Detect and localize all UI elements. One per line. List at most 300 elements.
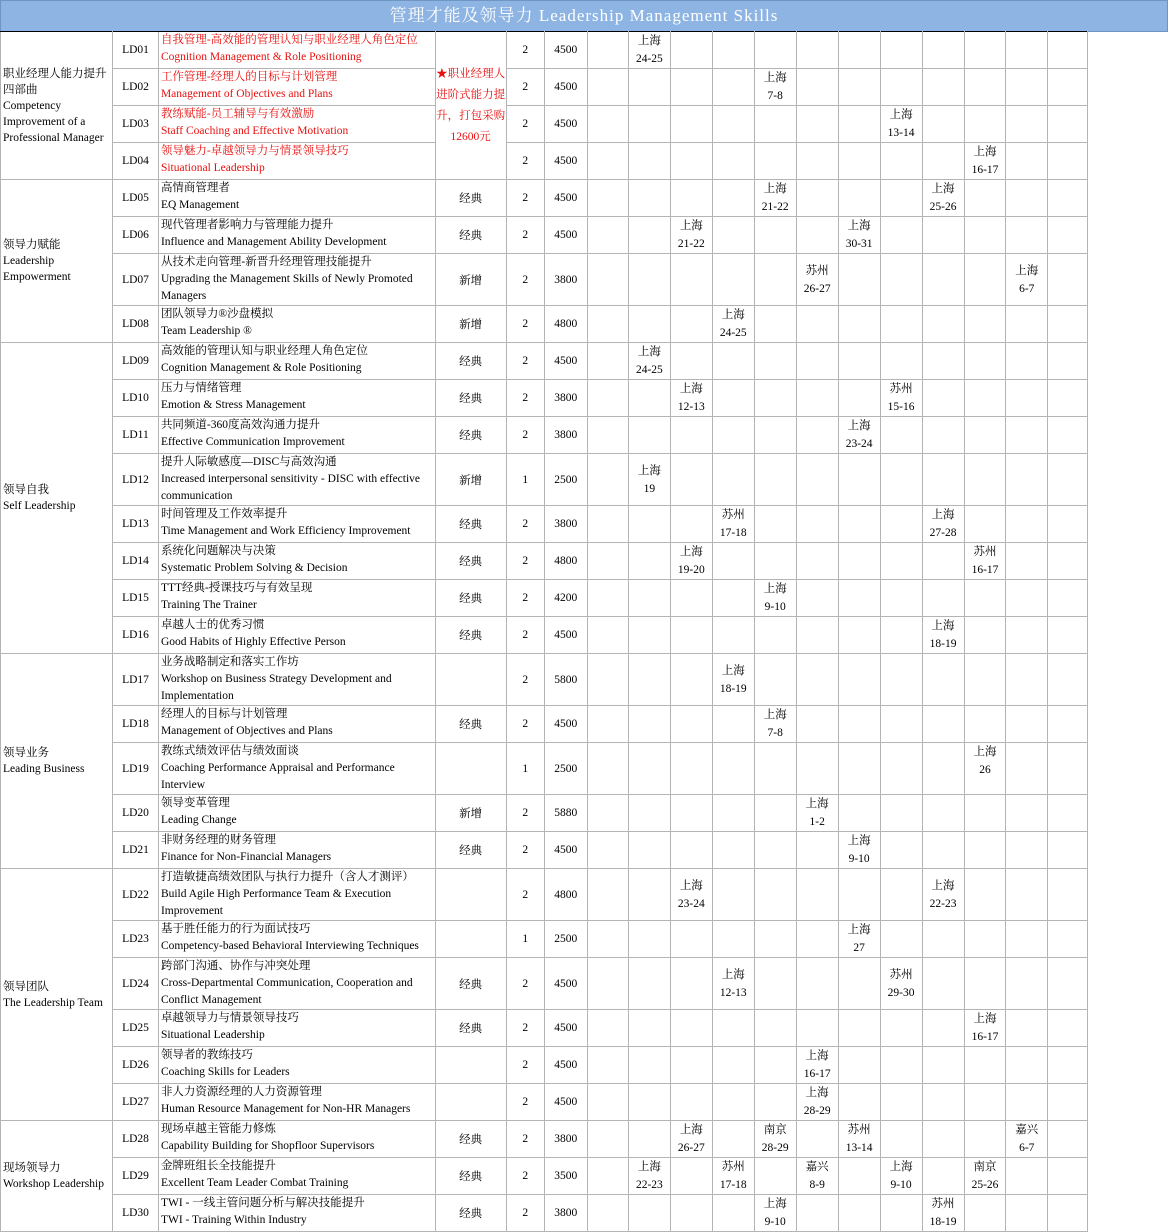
empty-cell <box>1048 743 1088 795</box>
course-name <box>158 343 435 380</box>
empty-cell <box>838 254 880 306</box>
schedule-city: 上海 <box>931 509 955 521</box>
course-days <box>506 217 544 254</box>
course-name-en: Finance for Non-Financial Managers <box>160 851 332 863</box>
category-cn: 现场领导力 <box>3 1162 61 1174</box>
course-tag <box>435 417 506 454</box>
empty-cell <box>712 795 754 832</box>
course-price-text: 4500 <box>554 118 578 130</box>
empty-cell <box>922 795 964 832</box>
empty-cell <box>1006 217 1048 254</box>
course-name-en: Workshop on Business Strategy Development and Implementation <box>160 673 392 702</box>
course-tag-text: 经典 <box>459 845 483 857</box>
category-cell <box>1 343 113 654</box>
schedule-dates: 17-18 <box>719 1179 747 1191</box>
course-name <box>158 506 435 543</box>
empty-cell <box>670 958 712 1010</box>
course-name <box>158 654 435 706</box>
schedule-cell <box>964 1010 1006 1047</box>
course-code-text: LD03 <box>122 118 149 130</box>
empty-cell <box>796 921 838 958</box>
empty-cell <box>587 543 628 580</box>
empty-cell <box>922 343 964 380</box>
course-days-text: 2 <box>522 1207 529 1219</box>
table-row <box>1 617 1168 654</box>
course-name-cn: 卓越人士的优秀习惯 <box>160 619 265 631</box>
course-tag <box>435 869 506 921</box>
empty-cell <box>1048 106 1088 143</box>
course-days-text: 2 <box>522 318 529 330</box>
empty-cell <box>838 143 880 180</box>
course-days <box>506 869 544 921</box>
course-price-text: 3800 <box>554 429 578 441</box>
empty-cell <box>587 580 628 617</box>
schedule-dates: 7-8 <box>767 90 783 102</box>
empty-cell <box>922 106 964 143</box>
empty-cell <box>587 69 628 106</box>
empty-cell <box>670 795 712 832</box>
schedule-dates: 13-14 <box>887 127 915 139</box>
schedule-dates: 22-23 <box>635 1179 663 1191</box>
course-price-text: 4500 <box>554 718 578 730</box>
course-code-text: LD14 <box>122 555 149 567</box>
empty-cell <box>754 306 796 343</box>
schedule-cell <box>838 832 880 869</box>
schedule-city: 上海 <box>721 309 745 321</box>
course-price <box>544 180 587 217</box>
course-tag <box>435 617 506 654</box>
schedule-dates: 26-27 <box>677 1142 705 1154</box>
course-price-text: 5880 <box>554 807 578 819</box>
schedule-cell <box>754 69 796 106</box>
empty-cell <box>880 580 922 617</box>
empty-cell <box>922 1121 964 1158</box>
empty-cell <box>712 1010 754 1047</box>
schedule-dates: 26-27 <box>803 282 831 295</box>
table-row <box>1 543 1168 580</box>
course-tag-text: 经典 <box>459 193 483 205</box>
course-name-en: Cross-Departmental Communication, Cooperation and Conflict Management <box>160 977 413 1006</box>
empty-cell <box>796 506 838 543</box>
empty-cell <box>587 921 628 958</box>
sheet-title: 管理才能及领导力 Leadership Management Skills <box>0 0 1168 32</box>
empty-cell <box>712 454 754 506</box>
empty-cell <box>670 306 712 343</box>
empty-cell <box>796 380 838 417</box>
course-name <box>158 106 435 143</box>
empty-cell <box>964 380 1006 417</box>
table-row <box>1 1047 1168 1084</box>
schedule-city: 上海 <box>637 346 661 358</box>
course-name-en: Build Agile High Performance Team & Execution Improvement <box>160 888 392 917</box>
empty-cell <box>922 743 964 795</box>
course-name <box>158 1195 435 1232</box>
empty-cell <box>587 832 628 869</box>
course-price-text: 4800 <box>554 888 578 901</box>
course-price-text: 4800 <box>554 318 578 330</box>
empty-cell <box>922 543 964 580</box>
course-tag-text: 经典 <box>459 393 483 405</box>
course-name-en: Time Management and Work Efficiency Improvement <box>160 525 411 537</box>
empty-cell <box>964 617 1006 654</box>
course-days <box>506 454 544 506</box>
schedule-dates: 9-10 <box>848 853 870 865</box>
course-price <box>544 958 587 1010</box>
empty-cell <box>922 654 964 706</box>
empty-cell <box>712 543 754 580</box>
schedule-city: 上海 <box>763 72 787 84</box>
empty-cell <box>754 343 796 380</box>
schedule-dates: 28-29 <box>803 1105 831 1117</box>
empty-cell <box>670 180 712 217</box>
course-code <box>113 417 159 454</box>
course-code <box>113 1121 159 1158</box>
course-code-text: LD10 <box>122 392 149 404</box>
course-days <box>506 306 544 343</box>
schedule-dates: 18-19 <box>929 638 957 650</box>
empty-cell <box>754 1084 796 1121</box>
course-price-text: 4800 <box>554 555 578 567</box>
schedule-city: 上海 <box>721 664 745 677</box>
empty-cell <box>712 1195 754 1232</box>
table-row <box>1 795 1168 832</box>
empty-cell <box>1006 454 1048 506</box>
schedule-dates: 28-29 <box>761 1142 789 1154</box>
empty-cell <box>1048 580 1088 617</box>
empty-cell <box>922 1010 964 1047</box>
empty-cell <box>1048 180 1088 217</box>
schedule-dates: 9-10 <box>764 1216 786 1228</box>
empty-cell <box>796 654 838 706</box>
category-en: Leading Business <box>3 763 85 775</box>
empty-cell <box>838 343 880 380</box>
course-code <box>113 1010 159 1047</box>
course-price <box>544 543 587 580</box>
empty-cell <box>880 1195 922 1232</box>
schedule-city: 上海 <box>637 464 661 477</box>
course-code-text: LD25 <box>122 1022 149 1034</box>
schedule-cell <box>754 1121 796 1158</box>
empty-cell <box>628 543 670 580</box>
course-tag-text: 经典 <box>459 978 483 991</box>
course-days <box>506 180 544 217</box>
schedule-city: 上海 <box>679 383 703 395</box>
course-days <box>506 506 544 543</box>
empty-cell <box>1006 1084 1048 1121</box>
empty-cell <box>922 254 964 306</box>
empty-cell <box>880 254 922 306</box>
course-name-en: Increased interpersonal sensitivity - DISC with effective communication <box>160 473 421 502</box>
empty-cell <box>587 1010 628 1047</box>
schedule-cell <box>670 1121 712 1158</box>
course-price-text: 4500 <box>554 81 578 93</box>
empty-cell <box>587 743 628 795</box>
course-name <box>158 32 435 69</box>
schedule-city: 上海 <box>1015 264 1039 277</box>
course-days-text: 1 <box>522 762 529 775</box>
empty-cell <box>1048 417 1088 454</box>
empty-cell <box>880 417 922 454</box>
category-cell <box>1 1121 113 1232</box>
course-price <box>544 580 587 617</box>
empty-cell <box>587 180 628 217</box>
empty-cell <box>796 69 838 106</box>
empty-cell <box>1006 958 1048 1010</box>
empty-cell <box>628 958 670 1010</box>
schedule-cell <box>712 958 754 1010</box>
course-name-cn: 提升人际敏感度—DISC与高效沟通 <box>160 456 337 468</box>
schedule-dates: 21-22 <box>761 201 789 213</box>
course-price-text: 4500 <box>554 192 578 204</box>
schedule-cell <box>796 1158 838 1195</box>
empty-cell <box>838 1010 880 1047</box>
course-price-text: 2500 <box>554 762 578 775</box>
schedule-city: 上海 <box>847 220 871 232</box>
empty-cell <box>922 32 964 69</box>
course-name-en: Management of Objectives and Plans <box>160 88 333 100</box>
empty-cell <box>880 180 922 217</box>
course-name-en: Staff Coaching and Effective Motivation <box>160 125 349 137</box>
empty-cell <box>1048 143 1088 180</box>
empty-cell <box>922 417 964 454</box>
course-tag-text: 经典 <box>459 593 483 605</box>
table-row <box>1 454 1168 506</box>
course-days-text: 2 <box>522 392 529 404</box>
course-name <box>158 69 435 106</box>
empty-cell <box>1048 1047 1088 1084</box>
empty-cell <box>587 506 628 543</box>
table-row <box>1 217 1168 254</box>
course-price <box>544 417 587 454</box>
course-name-en: Excellent Team Leader Combat Training <box>160 1177 349 1189</box>
empty-cell <box>880 217 922 254</box>
schedule-dates: 12-13 <box>677 401 705 413</box>
course-price <box>544 1084 587 1121</box>
schedule-cell <box>754 706 796 743</box>
course-code-text: LD17 <box>122 673 149 686</box>
course-price-text: 4500 <box>554 844 578 856</box>
course-tag <box>435 795 506 832</box>
empty-cell <box>880 1121 922 1158</box>
schedule-cell <box>1006 1121 1048 1158</box>
empty-cell <box>628 69 670 106</box>
empty-cell <box>796 743 838 795</box>
empty-cell <box>587 1121 628 1158</box>
empty-cell <box>796 1010 838 1047</box>
empty-cell <box>838 1047 880 1084</box>
empty-cell <box>587 417 628 454</box>
empty-cell <box>838 654 880 706</box>
empty-cell <box>922 921 964 958</box>
schedule-cell <box>712 506 754 543</box>
course-tag <box>435 506 506 543</box>
empty-cell <box>880 743 922 795</box>
empty-cell <box>587 380 628 417</box>
course-name-cn: TWI - 一线主管问题分析与解决技能提升 <box>160 1197 365 1209</box>
schedule-cell <box>628 454 670 506</box>
empty-cell <box>796 454 838 506</box>
table-row <box>1 254 1168 306</box>
empty-cell <box>1006 543 1048 580</box>
course-days <box>506 654 544 706</box>
empty-cell <box>964 1121 1006 1158</box>
empty-cell <box>754 1158 796 1195</box>
empty-cell <box>1048 543 1088 580</box>
course-tag-text: 经典 <box>459 1023 483 1035</box>
schedule-cell <box>628 32 670 69</box>
empty-cell <box>964 1195 1006 1232</box>
empty-cell <box>838 306 880 343</box>
schedule-dates: 30-31 <box>845 238 873 250</box>
empty-cell <box>964 921 1006 958</box>
empty-cell <box>964 832 1006 869</box>
schedule-cell <box>922 1195 964 1232</box>
schedule-city: 上海 <box>931 879 955 892</box>
schedule-city: 上海 <box>763 709 787 721</box>
empty-cell <box>754 743 796 795</box>
course-price <box>544 454 587 506</box>
empty-cell <box>754 143 796 180</box>
empty-cell <box>1048 217 1088 254</box>
empty-cell <box>712 380 754 417</box>
course-tag <box>435 380 506 417</box>
empty-cell <box>670 254 712 306</box>
course-code-text: LD09 <box>122 355 149 367</box>
course-name <box>158 832 435 869</box>
empty-cell <box>587 454 628 506</box>
empty-cell <box>754 1047 796 1084</box>
course-price-text: 4200 <box>554 592 578 604</box>
course-days-text: 2 <box>522 844 529 856</box>
empty-cell <box>712 32 754 69</box>
schedule-city: 上海 <box>679 546 703 558</box>
course-name-en: Effective Communication Improvement <box>160 436 345 448</box>
course-price <box>544 143 587 180</box>
course-tag-text: 经典 <box>459 1171 483 1183</box>
schedule-city: 上海 <box>763 583 787 595</box>
empty-cell <box>670 1047 712 1084</box>
schedule-dates: 17-18 <box>719 527 747 539</box>
course-name-cn: TTT经典-授课技巧与有效呈现 <box>160 582 313 594</box>
empty-cell <box>587 706 628 743</box>
empty-cell <box>922 306 964 343</box>
schedule-city: 苏州 <box>721 509 745 521</box>
course-code <box>113 143 159 180</box>
schedule-cell <box>796 1084 838 1121</box>
empty-cell <box>628 417 670 454</box>
empty-cell <box>922 69 964 106</box>
empty-cell <box>1006 921 1048 958</box>
empty-cell <box>1048 1121 1088 1158</box>
empty-cell <box>880 1010 922 1047</box>
table-row <box>1 654 1168 706</box>
schedule-dates: 16-17 <box>971 564 999 576</box>
course-name-cn: 自我管理-高效能的管理认知与职业经理人角色定位 <box>160 34 418 46</box>
empty-cell <box>964 254 1006 306</box>
empty-cell <box>1006 654 1048 706</box>
schedule-dates: 6-7 <box>1019 282 1035 295</box>
empty-cell <box>587 1047 628 1084</box>
course-name <box>158 1047 435 1084</box>
empty-cell <box>628 254 670 306</box>
course-name-cn: 高效能的管理认知与职业经理人角色定位 <box>160 345 368 357</box>
empty-cell <box>880 69 922 106</box>
course-code-text: LD22 <box>122 888 149 901</box>
course-code <box>113 580 159 617</box>
empty-cell <box>712 832 754 869</box>
empty-cell <box>754 380 796 417</box>
empty-cell <box>628 1010 670 1047</box>
course-tag-text: 经典 <box>459 630 483 642</box>
course-price <box>544 1121 587 1158</box>
table-row <box>1 921 1168 958</box>
empty-cell <box>587 254 628 306</box>
schedule-dates: 19-20 <box>677 564 705 576</box>
course-name <box>158 380 435 417</box>
course-code <box>113 306 159 343</box>
schedule-cell <box>838 217 880 254</box>
empty-cell <box>670 1158 712 1195</box>
table-row <box>1 1158 1168 1195</box>
empty-cell <box>628 795 670 832</box>
empty-cell <box>1006 32 1048 69</box>
empty-cell <box>1006 69 1048 106</box>
course-price <box>544 380 587 417</box>
course-tag-text: 新增 <box>459 808 483 820</box>
course-days <box>506 417 544 454</box>
course-code-text: LD02 <box>122 81 149 93</box>
schedule-dates: 23-24 <box>677 897 705 910</box>
empty-cell <box>670 706 712 743</box>
empty-cell <box>754 454 796 506</box>
schedule-cell <box>964 1158 1006 1195</box>
table-row <box>1 106 1168 143</box>
course-days-text: 2 <box>522 229 529 241</box>
empty-cell <box>628 106 670 143</box>
empty-cell <box>1006 617 1048 654</box>
empty-cell <box>922 1084 964 1121</box>
course-days-text: 2 <box>522 1022 529 1034</box>
course-code <box>113 1084 159 1121</box>
empty-cell <box>1006 795 1048 832</box>
empty-cell <box>754 869 796 921</box>
empty-cell <box>922 1047 964 1084</box>
course-name <box>158 1010 435 1047</box>
course-tag <box>435 1010 506 1047</box>
course-name-cn: 打造敏捷高绩效团队与执行力提升（含人才测评） <box>160 871 414 883</box>
course-price <box>544 832 587 869</box>
empty-cell <box>628 580 670 617</box>
course-tag <box>435 654 506 706</box>
empty-cell <box>587 617 628 654</box>
category-cell <box>1 654 113 869</box>
empty-cell <box>1048 617 1088 654</box>
schedule-cell <box>880 958 922 1010</box>
course-code <box>113 254 159 306</box>
course-price-text: 2500 <box>554 473 578 486</box>
empty-cell <box>1048 1010 1088 1047</box>
schedule-city: 上海 <box>679 220 703 232</box>
schedule-dates: 24-25 <box>635 364 663 376</box>
course-days <box>506 343 544 380</box>
course-tag <box>435 1047 506 1084</box>
course-code <box>113 1047 159 1084</box>
empty-cell <box>796 217 838 254</box>
empty-cell <box>712 343 754 380</box>
course-code-text: LD06 <box>122 229 149 241</box>
empty-cell <box>587 32 628 69</box>
course-days-text: 2 <box>522 192 529 204</box>
